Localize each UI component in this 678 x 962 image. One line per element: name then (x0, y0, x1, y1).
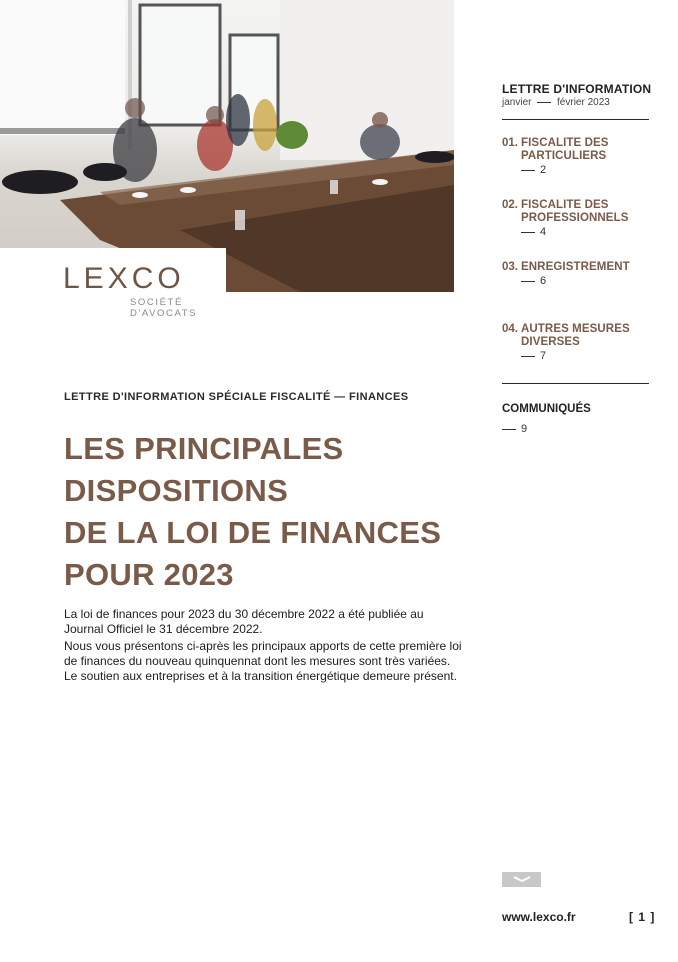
toc-label: ENREGISTREMENT (521, 261, 630, 273)
toc-number: 03. (502, 261, 518, 273)
logo-subtitle-line2: D'AVOCATS (130, 308, 198, 319)
toc-number: 01. (502, 137, 518, 149)
intro-paragraph: La loi de finances pour 2023 du 30 décembre 2022 a été publiée au Journal Officiel le 31 décembre 2022. (64, 607, 424, 636)
toc-page (521, 164, 546, 176)
title-line: POUR 2023 (64, 557, 234, 592)
communiques-page (502, 423, 527, 435)
toc-label: FISCALITE DES PROFESSIONNELS (521, 199, 629, 224)
newsletter-kicker: LETTRE D'INFORMATION SPÉCIALE FISCALITÉ — FINANCES (64, 391, 409, 403)
dash-icon (521, 232, 535, 233)
toc-label: AUTRES MESURES DIVERSES (521, 323, 630, 348)
toc-page-number: 6 (540, 275, 547, 287)
intro-paragraph: Nous vous présentons ci-après les principaux apports de cette première loi de finances du nouveau quinquennat dont les mesures sont très variées. Le soutien aux entreprises et à la transition énergétique demeure présent. (64, 639, 462, 683)
dash-icon (521, 170, 535, 171)
title-line: LES PRINCIPALES (64, 431, 344, 466)
page-number: [ 1 ] (629, 910, 656, 924)
toc-page (521, 350, 546, 362)
title-line: DE LA LOI DE FINANCES (64, 515, 442, 550)
dash-icon (502, 429, 516, 430)
page-title (64, 428, 464, 596)
logo-subtitle-line1: SOCIÉTÉ (130, 297, 183, 308)
title-line: DISPOSITIONS (64, 473, 289, 508)
logo-subtitle (130, 297, 197, 319)
website-link[interactable]: www.lexco.fr (502, 910, 576, 924)
chevron-down-icon (513, 876, 531, 883)
toc-page-number: 4 (540, 226, 547, 238)
date-start: janvier (502, 97, 532, 108)
communiques-heading[interactable]: COMMUNIQUÉS (502, 403, 591, 415)
sidebar-date (502, 97, 610, 108)
scroll-down-button[interactable] (502, 872, 541, 887)
toc-number: 02. (502, 199, 518, 211)
communiques-page-number: 9 (521, 423, 528, 435)
sidebar-rule-top (502, 119, 649, 120)
toc-page (521, 226, 546, 238)
intro-text (64, 607, 464, 686)
toc-page-number: 2 (540, 164, 547, 176)
toc-page (521, 275, 546, 287)
sidebar-rule-bottom (502, 383, 649, 384)
toc-page-number: 7 (540, 350, 547, 362)
dash-divider (537, 102, 551, 103)
toc-number: 04. (502, 323, 518, 335)
sidebar-title: LETTRE D'INFORMATION (502, 82, 652, 96)
date-end: février 2023 (557, 97, 610, 108)
dash-icon (521, 356, 535, 357)
dash-icon (521, 281, 535, 282)
toc-label: FISCALITE DES PARTICULIERS (521, 137, 609, 162)
lexco-logo: LEXCO (63, 262, 185, 295)
